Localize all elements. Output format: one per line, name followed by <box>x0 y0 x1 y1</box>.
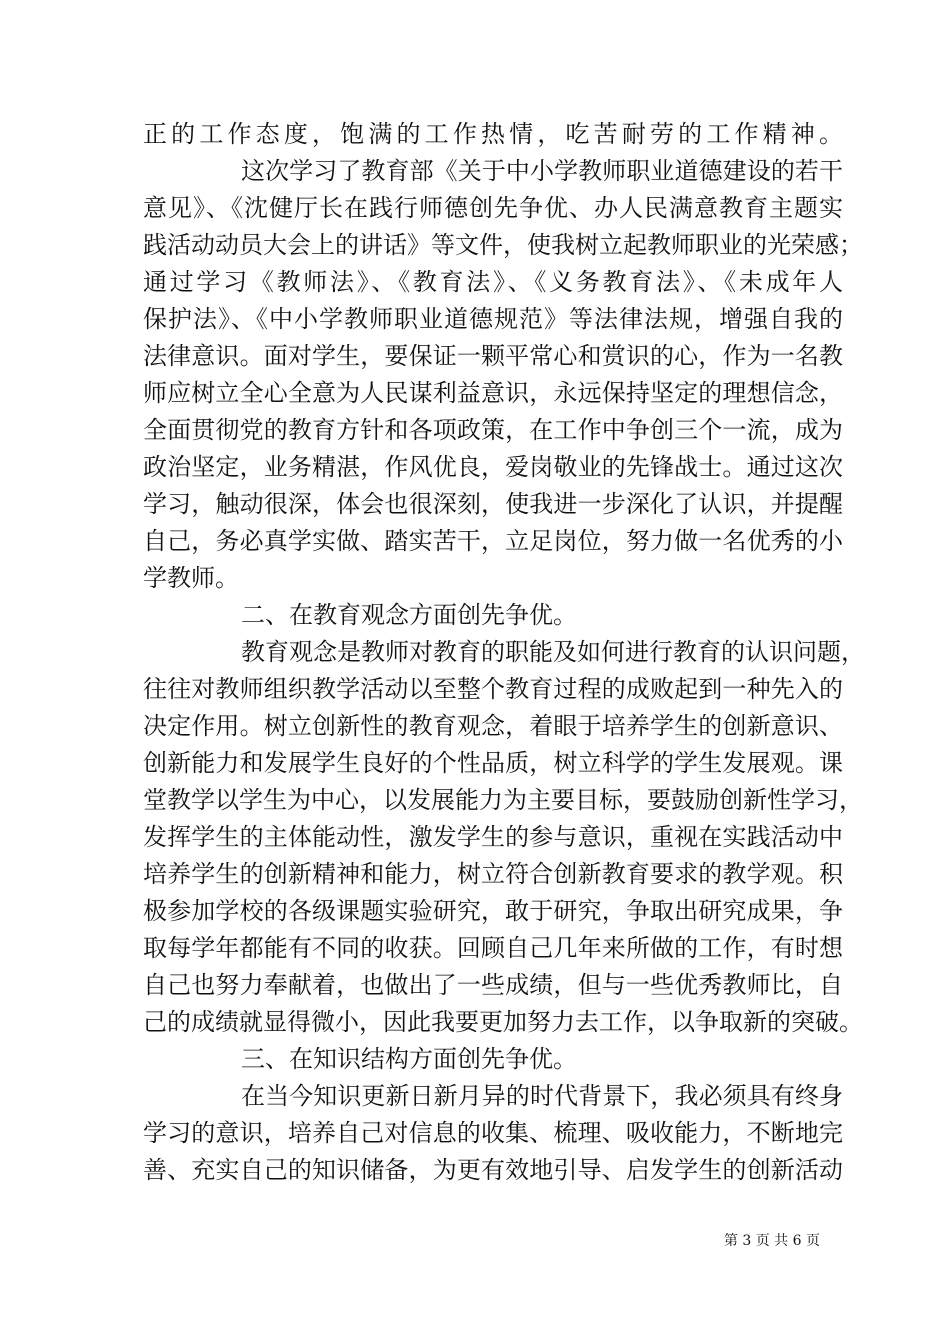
text-line: 法律意识。面对学生，要保证一颗平常心和赏识的心，作为一名教 <box>143 342 843 370</box>
text-line: 发挥学生的主体能动性，激发学生的参与意识，重视在实践活动中 <box>143 823 843 851</box>
text-line: 通过学习《教师法》、《教育法》、《义务教育法》、《未成年人 <box>143 268 843 296</box>
text-line: 师应树立全心全意为人民谋利益意识，永远保持坚定的理想信念， <box>143 379 843 407</box>
text-line: 决定作用。树立创新性的教育观念，着眼于培养学生的创新意识、 <box>143 712 843 740</box>
text-line: 堂教学以学生为中心，以发展能力为主要目标，要鼓励创新性学习， <box>143 786 863 814</box>
text-line: 意见》、《沈健厅长在践行师德创先争优、办人民满意教育主题实 <box>143 194 843 222</box>
text-line: 正的工作态度，饱满的工作热情，吃苦耐劳的工作精神。 <box>143 120 843 148</box>
text-line: 极参加学校的各级课题实验研究，敢于研究，争取出研究成果，争 <box>143 897 843 925</box>
text-line: 学习的意识，培养自己对信息的收集、梳理、吸收能力，不断地完 <box>143 1119 843 1147</box>
section-heading-3: 三、在知识结构方面创先争优。 <box>241 1045 577 1073</box>
paragraph-start-line: 这次学习了教育部《关于中小学教师职业道德建设的若干 <box>241 157 843 185</box>
text-line: 培养学生的创新精神和能力，树立符合创新教育要求的教学观。积 <box>143 860 843 888</box>
text-line: 自己也努力奉献着，也做出了一些成绩，但与一些优秀教师比，自 <box>143 971 843 999</box>
paragraph-start-line: 在当今知识更新日新月异的时代背景下，我必须具有终身 <box>241 1082 843 1110</box>
text-line: 全面贯彻党的教育方针和各项政策，在工作中争创三个一流，成为 <box>143 416 843 444</box>
text-line: 创新能力和发展学生良好的个性品质，树立科学的学生发展观。课 <box>143 749 843 777</box>
text-line: 自己，务必真学实做、踏实苦干，立足岗位，努力做一名优秀的小 <box>143 527 843 555</box>
paragraph-start-line: 教育观念是教师对教育的职能及如何进行教育的认识问题， <box>241 638 865 666</box>
text-line: 学习，触动很深，体会也很深刻，使我进一步深化了认识，并提醒 <box>143 490 843 518</box>
section-heading-2: 二、在教育观念方面创先争优。 <box>241 601 577 629</box>
text-line: 学教师。 <box>143 564 239 592</box>
text-line: 己的成绩就显得微小，因此我要更加努力去工作，以争取新的突破。 <box>143 1008 863 1036</box>
text-line: 践活动动员大会上的讲话》等文件，使我树立起教师职业的光荣感； <box>143 231 863 259</box>
text-line: 往往对教师组织教学活动以至整个教育过程的成败起到一种先入的 <box>143 675 843 703</box>
text-line: 善、充实自己的知识储备，为更有效地引导、启发学生的创新活动 <box>143 1156 843 1184</box>
text-line: 政治坚定，业务精湛，作风优良，爱岗敬业的先锋战士。通过这次 <box>143 453 843 481</box>
page-number-footer: 第 3 页 共 6 页 <box>723 1233 820 1249</box>
text-line: 取每学年都能有不同的收获。回顾自己几年来所做的工作，有时想 <box>143 934 843 962</box>
text-line: 保护法》、《中小学教师职业道德规范》等法律法规，增强自我的 <box>143 305 843 333</box>
